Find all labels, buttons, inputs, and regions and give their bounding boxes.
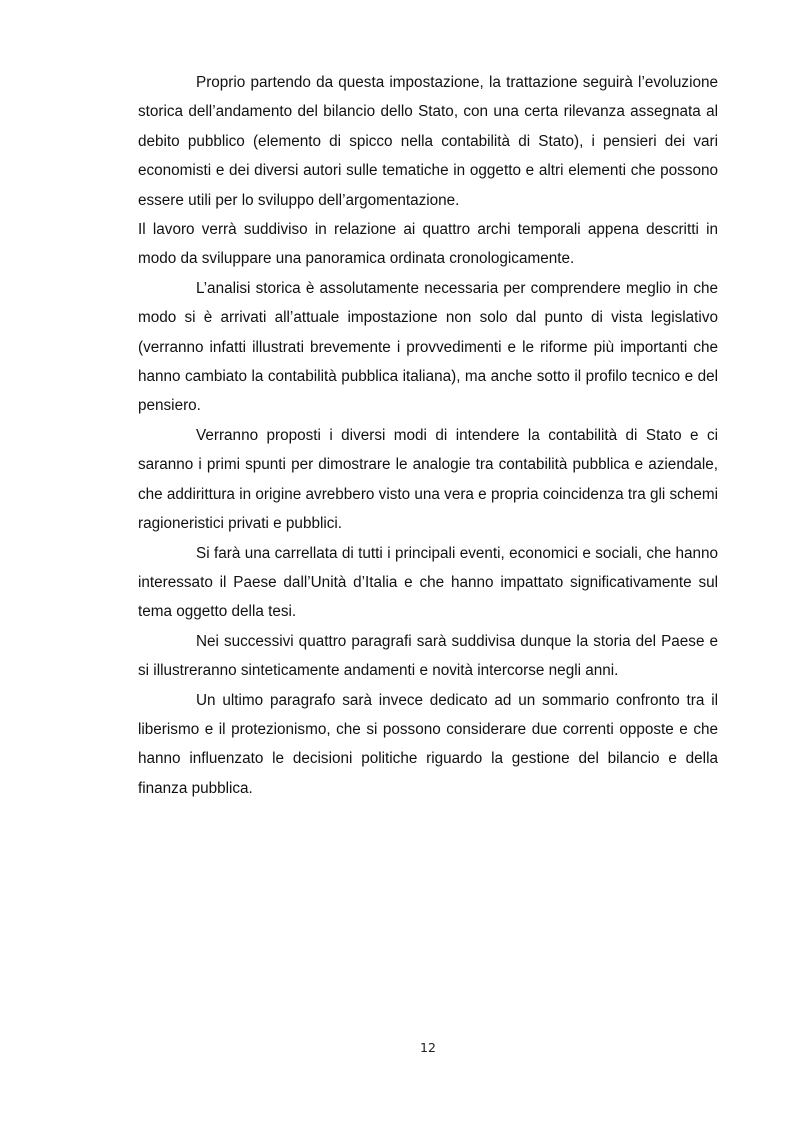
paragraph-1: Proprio partendo da questa impostazione, la trattazione seguirà l’evoluzione storica dell’andamento del bilancio dello Stato, con una certa rilevanza assegnata al debito pubblico (elemento di spicco nella contabilità di Stato), i pensieri dei vari economisti e dei diversi autori sulle tematiche in oggetto e altri elementi che possono essere utili per lo sviluppo dell’argomentazione.	[138, 74, 718, 209]
paragraph-7: Un ultimo paragrafo sarà invece dedicato ad un sommario confronto tra il liberismo e il protezionismo, che si possono considerare due correnti opposte e che hanno influenzato le decisioni politiche riguardo la gestione del bilancio e della finanza pubblica.	[138, 691, 718, 797]
paragraph-4: Verranno proposti i diversi modi di intendere la contabilità di Stato e ci saranno i primi spunti per dimostrare le analogie tra contabilità pubblica e aziendale, che addirittura in origine avrebbero visto una vera e propria coincidenza tra gli schemi ragioneristici privati e pubblici.	[138, 426, 718, 533]
paragraph-5: Si farà una carrellata di tutti i principali eventi, economici e sociali, che hanno interessato il Paese dall’Unità d’Italia e che hanno impattato significativamente sul tema oggetto della tesi.	[138, 544, 718, 621]
paragraph-2: Il lavoro verrà suddiviso in relazione ai quattro archi temporali appena descritti in modo da sviluppare una panoramica ordinata cronologicamente.	[138, 221, 718, 268]
paragraph-3: L’analisi storica è assolutamente necessaria per comprendere meglio in che modo si è arrivati all’attuale impostazione non solo dal punto di vista legislativo (verranno infatti illustrati brevemente i provvedimenti e le riforme più importanti che hanno cambiato la contabilità pubblica italiana), ma anche sotto il profilo tecnico e del pensiero.	[138, 279, 718, 415]
page-number: 12	[420, 1040, 436, 1055]
document-body	[138, 68, 718, 803]
paragraph-6: Nei successivi quattro paragrafi sarà suddivisa dunque la storia del Paese e si illustreranno sinteticamente andamenti e novità intercorse negli anni.	[138, 632, 718, 680]
